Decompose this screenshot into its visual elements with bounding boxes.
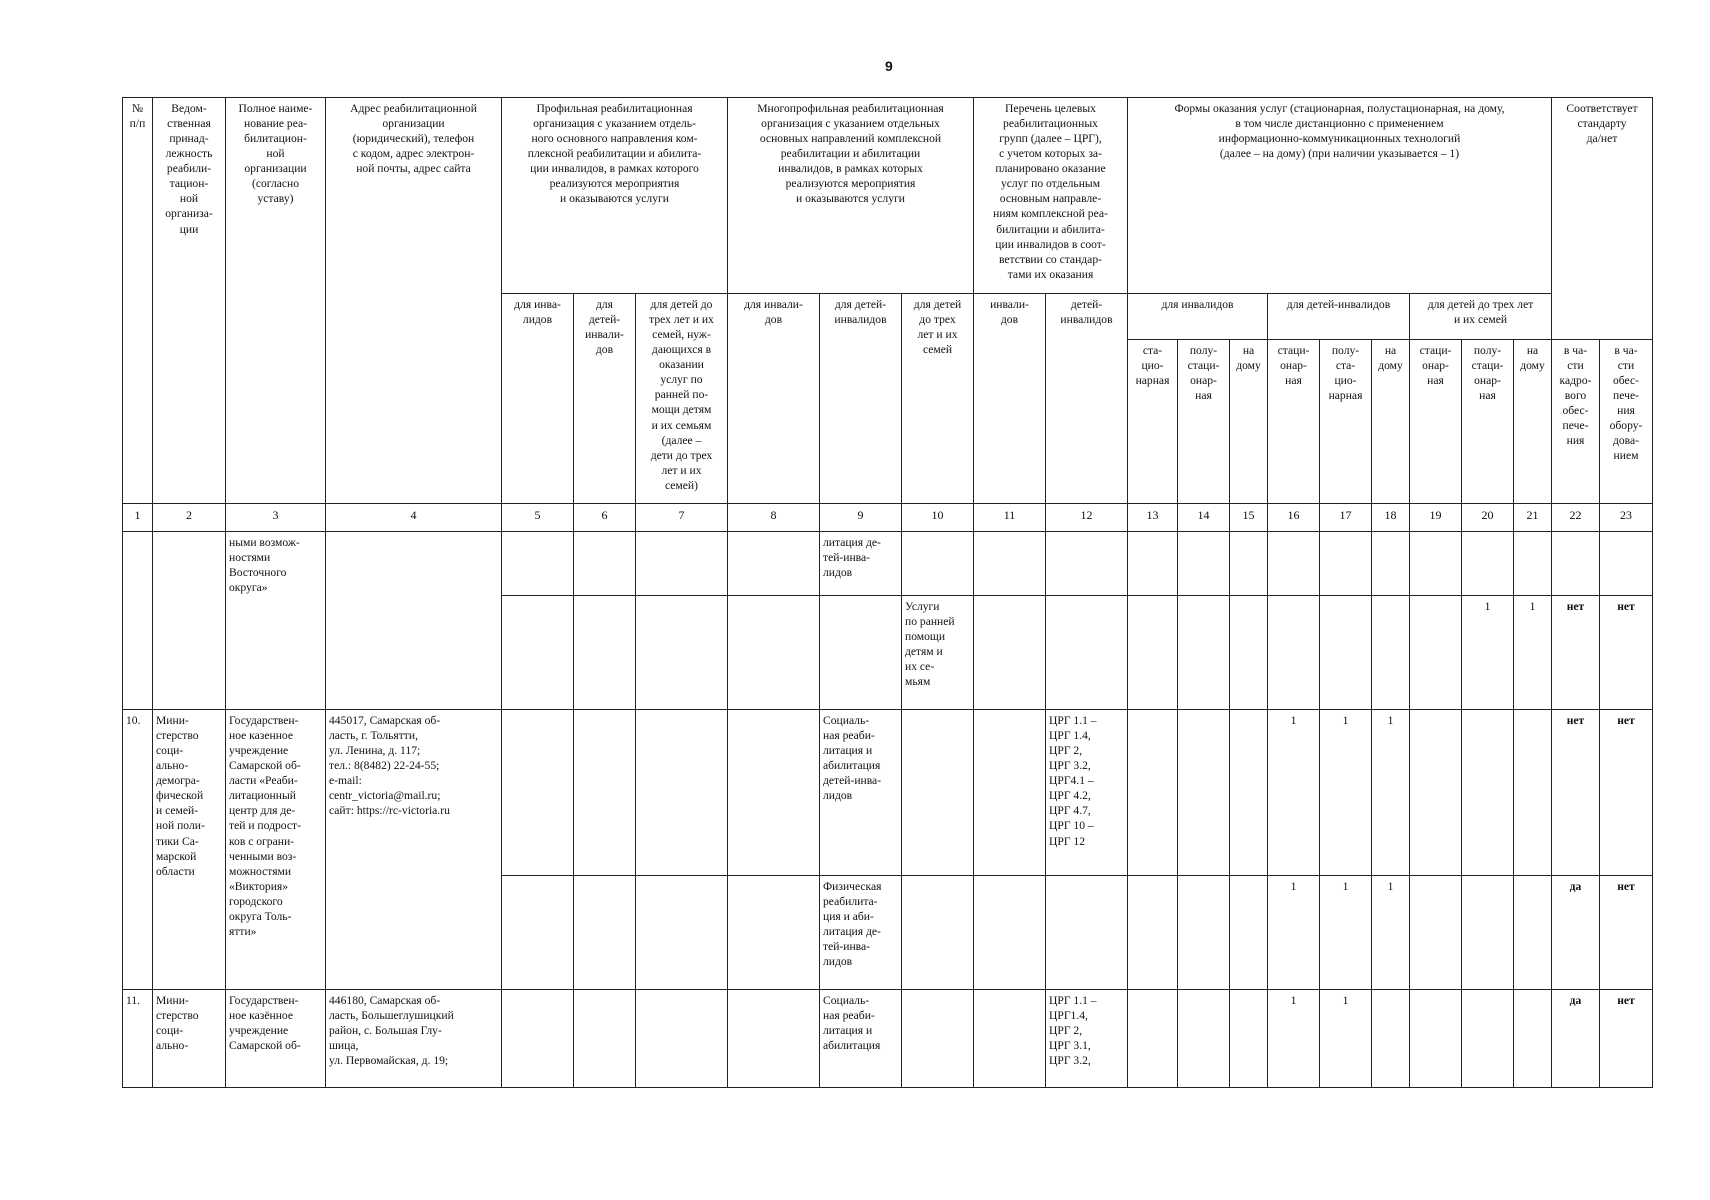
- cell-value: 1: [1320, 990, 1372, 1088]
- colnum-10: 10: [902, 504, 974, 532]
- header-col20: полу- стаци- онар- ная: [1462, 340, 1514, 504]
- colnum-9: 9: [820, 504, 902, 532]
- header-standard-compliance: Соответствует стандарту да/нет: [1552, 98, 1653, 340]
- org-name: Государствен- ное казённое учреждение Самарской об-: [226, 990, 326, 1088]
- header-col7: для детей до трех лет и их семей, нуж- дающихся в оказании услуг по ранней по- мощи детям и их семьям (далее – дети до трех лет и их семей): [636, 294, 728, 504]
- header-multiprofile-org: Многопрофильная реабилитационная организация с указанием отдельных основных направлений комплексной реабилитации и абилитации инвалидов, в рамках которых реализуются мероприятия и оказываются услуги: [728, 98, 974, 294]
- compliance-equipment: нет: [1600, 876, 1653, 990]
- page-number: 9: [885, 58, 893, 74]
- colnum-21: 21: [1514, 504, 1552, 532]
- cell-value: 1: [1320, 876, 1372, 990]
- header-col19: стаци- онар- ная: [1410, 340, 1462, 504]
- header-col6: для детей- инвали- дов: [574, 294, 636, 504]
- direction-text: литация де- тей-инва- лидов: [820, 532, 902, 596]
- colnum-7: 7: [636, 504, 728, 532]
- colnum-17: 17: [1320, 504, 1372, 532]
- cell-value: 1: [1372, 710, 1410, 876]
- header-col9: для детей- инвалидов: [820, 294, 902, 504]
- compliance-equipment: нет: [1600, 710, 1653, 876]
- table-row: [123, 532, 1653, 596]
- header-col13: ста- цио- нарная: [1128, 340, 1178, 504]
- header-subgroup-toddlers: для детей до трех лет и их семей: [1410, 294, 1552, 340]
- header-col23: в ча- сти обес- пече- ния обору- дова- нием: [1600, 340, 1653, 504]
- colnum-2: 2: [153, 504, 226, 532]
- header-col16: стаци- онар- ная: [1268, 340, 1320, 504]
- direction-text: Физическая реабилита- ция и аби- литация де- тей-инва- лидов: [820, 876, 902, 990]
- target-groups: ЦРГ 1.1 – ЦРГ1.4, ЦРГ 2, ЦРГ 3.1, ЦРГ 3.2,: [1046, 990, 1128, 1088]
- colnum-1: 1: [123, 504, 153, 532]
- cell-value: 1: [1268, 876, 1320, 990]
- colnum-13: 13: [1128, 504, 1178, 532]
- compliance-staff: нет: [1552, 710, 1600, 876]
- header-col22: в ча- сти кадро- вого обес- пече- ния: [1552, 340, 1600, 504]
- row-number: 11.: [123, 990, 153, 1088]
- table-row: [123, 710, 1653, 876]
- header-col18: на дому: [1372, 340, 1410, 504]
- header-col14: полу- стаци- онар- ная: [1178, 340, 1230, 504]
- early-help-services: Услуги по ранней помощи детям и их се- мьям: [902, 596, 974, 710]
- colnum-23: 23: [1600, 504, 1653, 532]
- compliance-staff: да: [1552, 876, 1600, 990]
- colnum-12: 12: [1046, 504, 1128, 532]
- ministry: Мини- стерство соци- ально- демогра- фической и семей- ной поли- тики Са- марской области: [153, 710, 226, 990]
- header-col8: для инвали- дов: [728, 294, 820, 504]
- ministry: Мини- стерство соци- ально-: [153, 990, 226, 1088]
- header-address: Адрес реабилитационной организации (юридический), телефон с кодом, адрес электрон- ной почты, адрес сайта: [326, 98, 502, 504]
- rehab-organizations-table: [122, 97, 1653, 1088]
- compliance-equipment: нет: [1600, 990, 1653, 1088]
- cell-value: 1: [1268, 710, 1320, 876]
- table-row: [123, 990, 1653, 1088]
- cell-value: 1: [1372, 876, 1410, 990]
- colnum-14: 14: [1178, 504, 1230, 532]
- header-subgroup-children: для детей-инвалидов: [1268, 294, 1410, 340]
- header-col21: на дому: [1514, 340, 1552, 504]
- compliance-equipment: нет: [1600, 596, 1653, 710]
- colnum-20: 20: [1462, 504, 1514, 532]
- header-ministry: Ведом- ственная принад- лежность реабили- тацион- ной организа- ции: [153, 98, 226, 504]
- colnum-22: 22: [1552, 504, 1600, 532]
- colnum-16: 16: [1268, 504, 1320, 532]
- row-number: 10.: [123, 710, 153, 990]
- header-service-forms: Формы оказания услуг (стационарная, полустационарная, на дому, в том числе дистанционно с применением информационно-коммуникационных технологий (далее – на дому) (при наличии указывается – 1): [1128, 98, 1552, 294]
- header-col17: полу- ста- цио- нарная: [1320, 340, 1372, 504]
- header-col11: инвали- дов: [974, 294, 1046, 504]
- org-name: Государствен- ное казенное учреждение Самарской об- ласти «Реаби- литационный центр для де- тей и подрост- ков с ограни- ченными воз- можностями «Виктория» городского округа Толь- ятти»: [226, 710, 326, 990]
- colnum-19: 19: [1410, 504, 1462, 532]
- header-profile-org: Профильная реабилитационная организация с указанием отдель- ного основного направления ком- плексной реабилитации и абилита- ции инвалидов, в рамках которого реализуются мероприятия и оказываются услуги: [502, 98, 728, 294]
- header-number: № п/п: [123, 98, 153, 504]
- cell-value: 1: [1514, 596, 1552, 710]
- colnum-11: 11: [974, 504, 1046, 532]
- colnum-3: 3: [226, 504, 326, 532]
- colnum-8: 8: [728, 504, 820, 532]
- colnum-5: 5: [502, 504, 574, 532]
- header-col10: для детей до трех лет и их семей: [902, 294, 974, 504]
- header-target-groups: Перечень целевых реабилитационных групп (далее – ЦРГ), с учетом которых за- планировано оказание услуг по отдельным основным направле- ниям комплексной реа- билитации и абилита- ции инвалидов в соот- ветствии со стандар- тами их оказания: [974, 98, 1128, 294]
- colnum-15: 15: [1230, 504, 1268, 532]
- direction-text: Социаль- ная реаби- литация и абилитация: [820, 990, 902, 1088]
- org-address: 445017, Самарская об- ласть, г. Тольятти, ул. Ленина, д. 117; тел.: 8(8482) 22-24-55; e-mail: centr_victoria@mail.ru; сайт: https://rc-victoria.ru: [326, 710, 502, 990]
- header-col12: детей- инвалидов: [1046, 294, 1128, 504]
- cell-value: 1: [1268, 990, 1320, 1088]
- target-groups: ЦРГ 1.1 – ЦРГ 1.4, ЦРГ 2, ЦРГ 3.2, ЦРГ4.1 – ЦРГ 4.2, ЦРГ 4.7, ЦРГ 10 – ЦРГ 12: [1046, 710, 1128, 876]
- colnum-18: 18: [1372, 504, 1410, 532]
- org-address: 446180, Самарская об- ласть, Большеглушицкий район, с. Большая Глу- шица, ул. Первомайская, д. 19;: [326, 990, 502, 1088]
- colnum-4: 4: [326, 504, 502, 532]
- org-name-continued: ными возмож- ностями Восточного округа»: [226, 532, 326, 710]
- cell-value: 1: [1320, 710, 1372, 876]
- colnum-6: 6: [574, 504, 636, 532]
- header-col15: на дому: [1230, 340, 1268, 504]
- header-col5: для инва- лидов: [502, 294, 574, 504]
- compliance-staff: да: [1552, 990, 1600, 1088]
- header-subgroup-invalids: для инвалидов: [1128, 294, 1268, 340]
- header-org-name: Полное наиме- нование реа- билитацион- ной организации (согласно уставу): [226, 98, 326, 504]
- cell-value: 1: [1462, 596, 1514, 710]
- direction-text: Социаль- ная реаби- литация и абилитация детей-инва- лидов: [820, 710, 902, 876]
- compliance-staff: нет: [1552, 596, 1600, 710]
